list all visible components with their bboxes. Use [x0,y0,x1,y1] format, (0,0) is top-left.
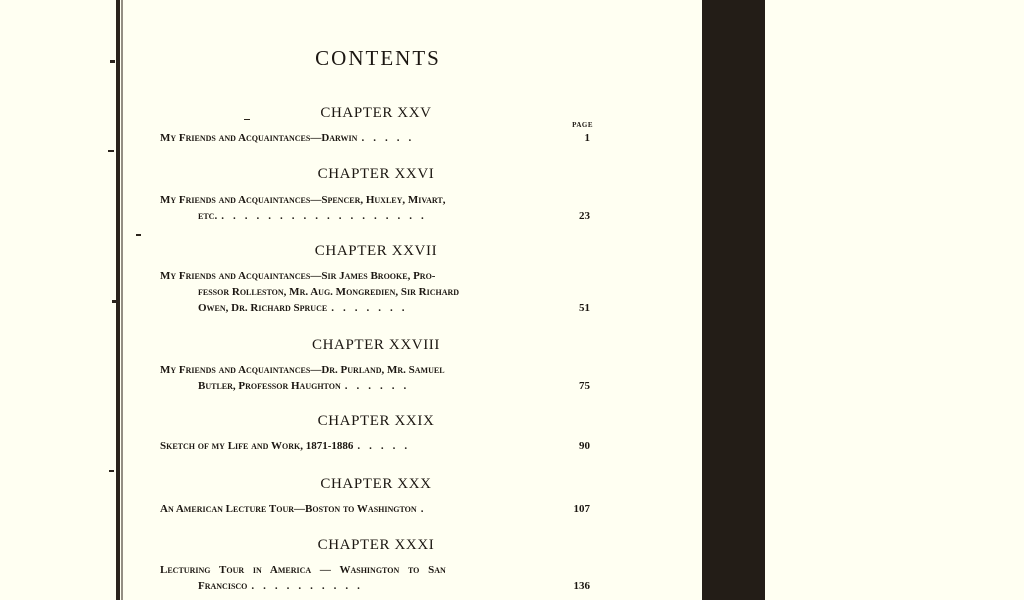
ink-speck [112,300,116,303]
chapter-heading: CHAPTER XXV [320,105,432,121]
toc-entry: Sketch of my Life and Work, 1871-1886 ..... 90 [160,440,590,452]
ink-speck [136,234,141,236]
entry-text: Francisco [198,580,248,592]
page-number: 107 [573,503,590,515]
page-number: 23 [579,210,590,222]
chapter-heading: CHAPTER XXVI [317,166,435,182]
toc-entry: My Friends and Acquaintances—Dr. Purland, Mr. Samuel Butler, Professor Haughton ...... 75 [160,364,590,392]
ink-speck [109,470,114,472]
entry-text: etc. [198,210,218,222]
entry-text: Butler, Professor Haughton [198,380,341,392]
entry-text: An American Lecture Tour—Boston to Washington [160,503,417,515]
dark-margin-band [702,0,765,600]
chapter-heading: CHAPTER XXX [320,476,432,492]
chapter-heading: CHAPTER XXXI [317,537,435,553]
page-number: 90 [579,440,590,452]
entry-text: My Friends and Acquaintances—Sir James Brooke, Pro- [160,270,436,282]
toc-entry: My Friends and Acquaintances—Darwin ..... 1 [160,132,590,144]
ink-speck [108,150,114,152]
binding-shadow [121,0,123,600]
page-number: 75 [579,380,590,392]
toc-entry: Lecturing Tour in America — Washington to San Francisco .......... 136 [160,564,590,592]
binding-edge [116,0,120,600]
page-number: 51 [579,302,590,314]
entry-text: Lecturing Tour in America — Washington to San [160,564,446,576]
entry-text: My Friends and Acquaintances—Spencer, Huxley, Mivart, [160,194,446,206]
page-number: 1 [584,132,590,144]
entry-text: fessor Rolleston, Mr. Aug. Mongredien, Sir Richard [198,286,460,298]
entry-text: Sketch of my Life and Work, 1871-1886 [160,440,354,452]
entry-text: My Friends and Acquaintances—Darwin [160,132,358,144]
chapter-heading: CHAPTER XXVIII [312,337,440,353]
contents-title: CONTENTS [315,46,441,70]
ink-speck [110,60,115,63]
toc-entry: My Friends and Acquaintances—Sir James Brooke, Pro- fessor Rolleston, Mr. Aug. Mongredien, Sir Richard Owen, Dr. Richard Spruce ....... 51 [160,270,590,314]
page-number: 136 [573,580,590,592]
chapter-heading: CHAPTER XXIX [317,413,435,429]
entry-text: Owen, Dr. Richard Spruce [198,302,328,314]
chapter-heading: CHAPTER XXVII [314,243,438,259]
toc-entry: An American Lecture Tour—Boston to Washington . 107 [160,503,590,515]
page-column-header: PAGE [572,121,593,129]
toc-entry: My Friends and Acquaintances—Spencer, Huxley, Mivart, etc. .................. 23 [160,194,590,222]
entry-text: My Friends and Acquaintances—Dr. Purland, Mr. Samuel [160,364,445,376]
